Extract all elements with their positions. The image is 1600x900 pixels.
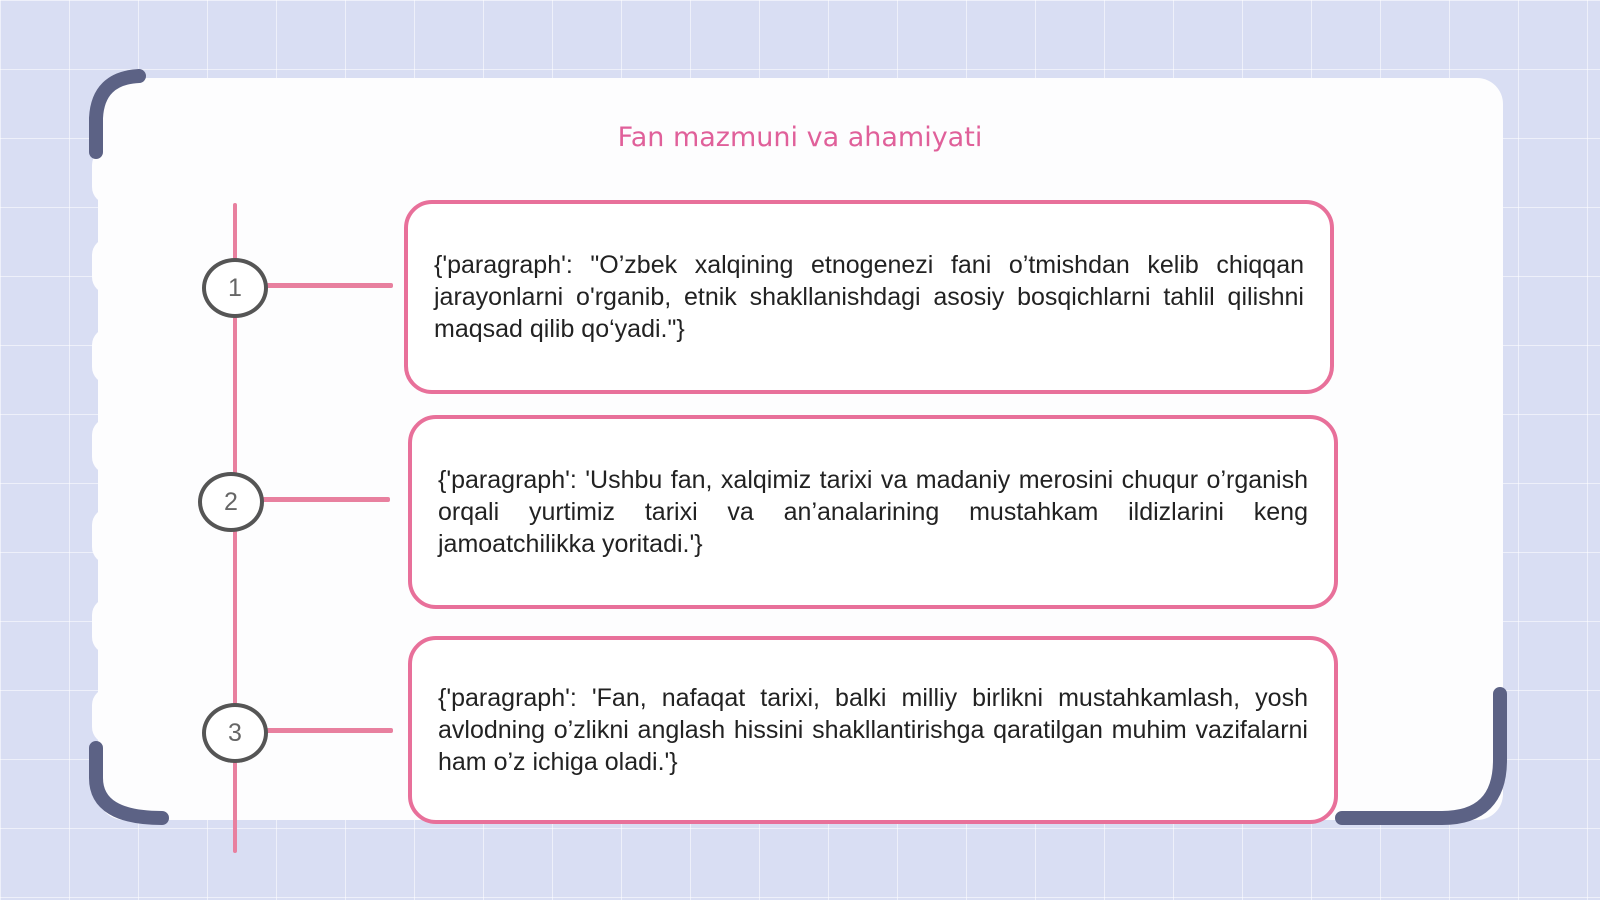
paragraph-text: {'paragraph': 'Ushbu fan, xalqimiz tarixi va madaniy merosini chuqur o’rganish orqali yurtimiz tarixi va an’analarining mustahkam ildizlarini keng jamoatchilikka yoritadi.'}: [438, 466, 1308, 558]
card-scallop: [92, 148, 126, 204]
connector-line: [262, 497, 390, 502]
content-box: [408, 415, 1338, 609]
content-box: [404, 200, 1334, 394]
step-number-circle: 1: [202, 258, 268, 318]
card-scallop: [92, 688, 126, 744]
step-number-circle: 2: [198, 472, 264, 532]
card-scallop: [92, 508, 126, 564]
page-title: Fan mazmuni va ahamiyati: [617, 122, 983, 153]
step-number-circle: 3: [202, 703, 268, 763]
paragraph-text: {'paragraph': "O’zbek xalqining etnogenezi fani o’tmishdan kelib chiqqan jarayonlarni o'rganib, etnik shakllanishdagi asosiy bosqichlarni tahlil qilishni maqsad qilib qo‘yadi."}: [434, 251, 1304, 343]
card-scallop: [92, 418, 126, 474]
card-scallop: [92, 238, 126, 294]
card-scallop: [92, 598, 126, 654]
connector-line: [265, 728, 393, 733]
card-scallop: [92, 328, 126, 384]
paragraph-text: {'paragraph': 'Fan, nafaqat tarixi, balki milliy birlikni mustahkamlash, yosh avlodning o’zlikni anglash hissini shakllantirishga qaratilgan muhim vazifalarni ham o’z ichiga oladi.'}: [438, 684, 1308, 776]
connector-line: [265, 283, 393, 288]
content-box: [408, 636, 1338, 824]
